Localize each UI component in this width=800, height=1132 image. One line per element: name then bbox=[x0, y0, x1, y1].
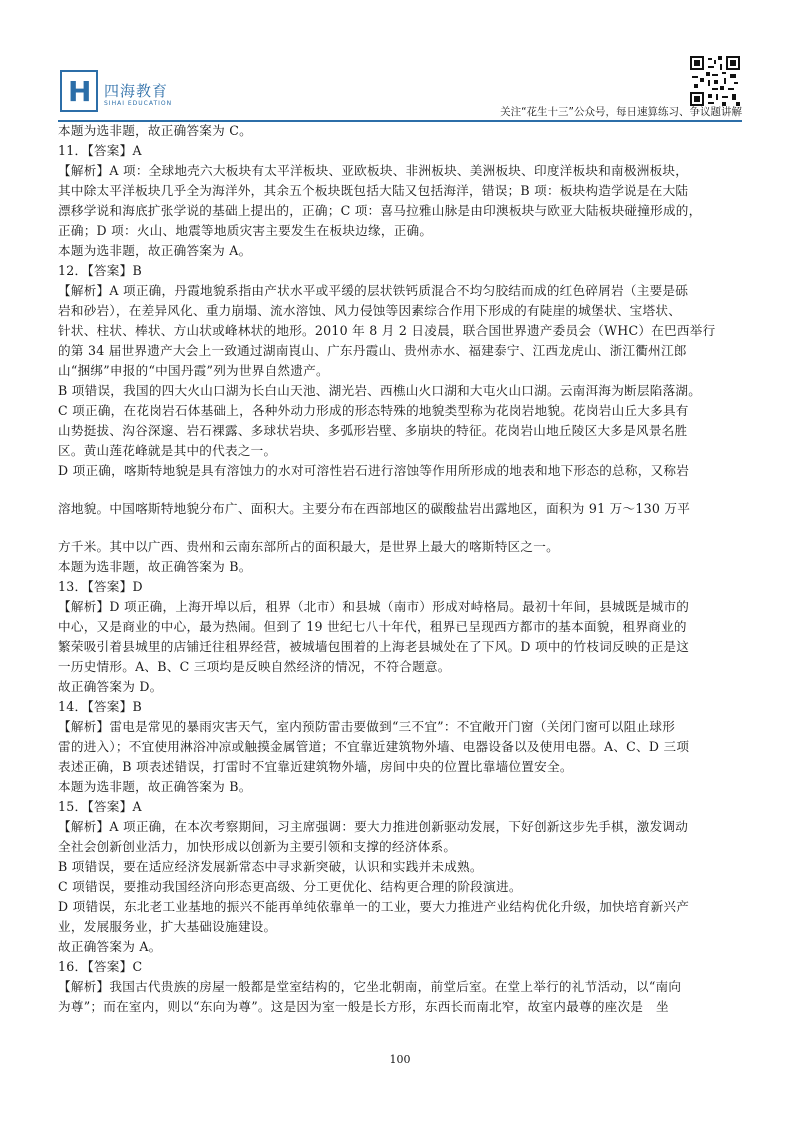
text-line: D 项错误，东北老工业基地的振兴不能再单纯依靠单一的工业，要大力推进产业结构优化升级，加快培育新兴产 bbox=[58, 899, 690, 914]
text-line: C 项正确，在花岗岩石体基础上，各种外动力形成的形态特殊的地貌类型称为花岗岩地貌。花岗岩山丘大多具有 bbox=[58, 403, 689, 418]
text-line: 为尊”；而在室内，则以“东向为尊”。这是因为室一般是长方形，东西长而南北窄，故室内最尊的座次是 坐 bbox=[58, 999, 669, 1014]
text-line: 的第 34 届世界遗产大会上一致通过湖南崀山、广东丹霞山、贵州赤水、福建泰宁、江西龙虎山、浙江衢州江郎 bbox=[58, 343, 687, 358]
text-line: 故正确答案为 D。 bbox=[58, 679, 163, 694]
text-line: 表述正确，B 项表述错误，打雷时不宜靠近建筑物外墙，房间中央的位置比靠墙位置安全。 bbox=[58, 759, 573, 774]
text-line: 【解析】D 项正确，上海开埠以后，租界（北市）和县城（南市）形成对峙格局。最初十年间，县城既是城市的 bbox=[58, 599, 690, 614]
text-line: 区。黄山莲花峰就是其中的代表之一。 bbox=[58, 443, 277, 458]
answer-line-16: 16．【答案】C bbox=[58, 959, 143, 974]
text-line: 漂移学说和海底扩张学说的基础上提出的，正确；C 项：喜马拉雅山脉是由印澳板块与欧亚大陆板块碰撞形成的， bbox=[58, 203, 702, 218]
text-line: 山“捆绑”申报的“中国丹霞”列为世界自然遗产。 bbox=[58, 363, 329, 378]
answer-line-13: 13．【答案】D bbox=[58, 579, 143, 594]
text-line: 【解析】我国古代贵族的房屋一般都是堂室结构的，它坐北朝南，前堂后室。在堂上举行的礼节活动，以“南向 bbox=[58, 979, 682, 994]
logo-mark-icon: H bbox=[60, 70, 98, 112]
text-line: B 项错误，要在适应经济发展新常态中寻求新突破，认识和实践并未成熟。 bbox=[58, 859, 483, 874]
text-line: 中心，又是商业的中心，最为热闹。但到了 19 世纪七八十年代，租界已呈现西方都市的基本面貌，租界商业的 bbox=[58, 619, 687, 634]
text-line: 故正确答案为 A。 bbox=[58, 939, 162, 954]
brand-logo bbox=[60, 70, 180, 114]
text-line: 繁荣吸引着县城里的店铺迁往租界经营，被城墙包围着的上海老县城处在了下风。D 项中的竹枝词反映的正是这 bbox=[58, 639, 690, 654]
text-line: 【解析】A 项正确，丹霞地貌系指由产状水平或平缓的层状铁钙质混合不均匀胶结而成的红色碎屑岩（主要是砾 bbox=[58, 283, 689, 298]
text-line: 【解析】A 项：全球地壳六大板块有太平洋板块、亚欧板块、非洲板块、美洲板块、印度洋板块和南极洲板块， bbox=[58, 163, 689, 178]
text-line: B 项错误，我国的四大火山口湖为长白山天池、湖光岩、西樵山火口湖和大屯火山口湖。云南洱海为断层陷落湖。 bbox=[58, 383, 702, 398]
text-line: 业，发展服务业，扩大基础设施建设。 bbox=[58, 919, 277, 934]
text-line: 针状、柱状、棒状、方山状或峰林状的地形。2010 年 8 月 2 日凌晨，联合国世界遗产委员会（WHC）在巴西举行 bbox=[58, 323, 716, 338]
text-line: 山势挺拔、沟谷深邃、岩石裸露、多球状岩块、多弧形岩壁、多崩块的特征。花岗岩山地丘陵区大多是风景名胜 bbox=[58, 423, 688, 438]
answer-explanations bbox=[58, 121, 742, 1017]
answer-line-15: 15．【答案】A bbox=[58, 799, 142, 814]
text-line: C 项错误，要推动我国经济向形态更高级、分工更优化、结构更合理的阶段演进。 bbox=[58, 879, 522, 894]
page-number: 100 bbox=[389, 1053, 411, 1066]
text-line: 其中除太平洋板块几乎全为海洋外，其余五个板块既包括大陆又包括海洋，错误；B 项：板块构造学说是在大陆 bbox=[58, 183, 689, 198]
answer-line-12: 12．【答案】B bbox=[58, 263, 142, 278]
text-line: 一历史情形。A、B、C 三项均是反映自然经济的情况，不符合题意。 bbox=[58, 659, 451, 674]
text-line: 雷的进入）；不宜使用淋浴冲凉或触摸金属管道；不宜靠近建筑物外墙、电器设备以及使用电器。A、C、D 三项 bbox=[58, 739, 690, 754]
text-line: 【解析】A 项正确，在本次考察期间，习主席强调：要大力推进创新驱动发展，下好创新这步先手棋，激发调动 bbox=[58, 819, 689, 834]
text-line: 【解析】雷电是常见的暴雨灾害天气，室内预防雷击要做到“三不宜”：不宜敞开门窗（关闭门窗可以阻止球形 bbox=[58, 719, 676, 734]
page-header bbox=[0, 0, 800, 125]
text-line: 本题为选非题，故正确答案为 B。 bbox=[58, 779, 252, 794]
text-line: D 项正确，喀斯特地貌是具有溶蚀力的水对可溶性岩石进行溶蚀等作用所形成的地表和地下形态的总称，又称岩 bbox=[58, 463, 690, 478]
text-line: 正确；D 项：火山、地震等地质灾害主要发生在板块边缘，正确。 bbox=[58, 223, 433, 238]
answer-line-14: 14．【答案】B bbox=[58, 699, 142, 714]
text-line: 本题为选非题，故正确答案为 B。 bbox=[58, 559, 252, 574]
text-line: 岩和砂岩），在差异风化、重力崩塌、流水溶蚀、风力侵蚀等因素综合作用下形成的有陡崖的城堡状、宝塔状、 bbox=[58, 303, 682, 318]
qr-code-icon bbox=[690, 56, 740, 106]
header-note: 关注“花生十三”公众号，每日速算练习、争议题讲解 bbox=[500, 106, 742, 118]
text-line: 本题为选非题，故正确答案为 C。 bbox=[58, 123, 252, 138]
text-line: 溶地貌。中国喀斯特地貌分布广、面积大。主要分布在西部地区的碳酸盐岩出露地区，面积为 91 万～130 万平 bbox=[58, 501, 691, 516]
text-line: 方千米。其中以广西、贵州和云南东部所占的面积最大，是世界上最大的喀斯特区之一。 bbox=[58, 539, 559, 554]
logo-name: 四海教育 bbox=[104, 82, 169, 100]
text-line: 全社会创新创业活力，加快形成以创新为主要引领和支撑的经济体系。 bbox=[58, 839, 457, 854]
text-line: 本题为选非题，故正确答案为 A。 bbox=[58, 243, 252, 258]
logo-subtitle: SIHAI EDUCATION bbox=[104, 100, 173, 107]
answer-line-11: 11．【答案】A bbox=[58, 143, 142, 158]
